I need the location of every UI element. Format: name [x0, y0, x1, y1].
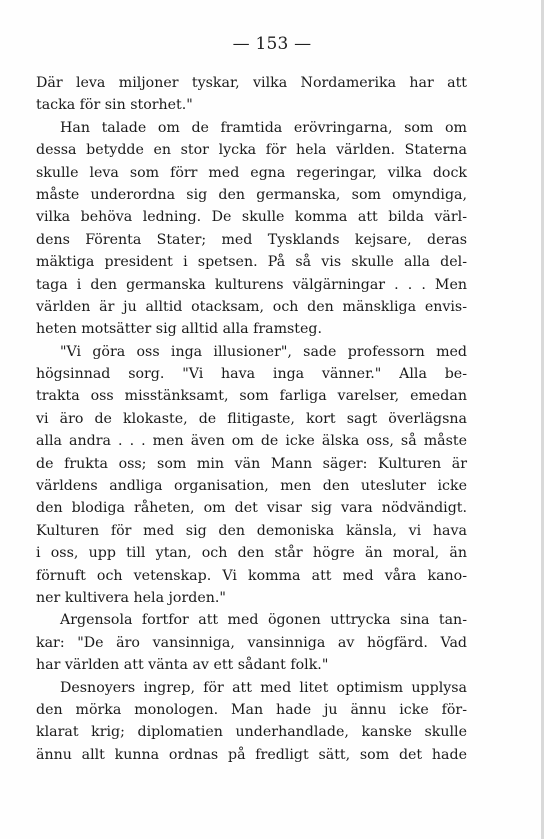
- text-line: världen är ju alltid otacksam, och den mänskliga envis-: [36, 298, 467, 315]
- body-text: [36, 72, 467, 766]
- text-line: klarat krig; diplomatien underhandlade, kanske skulle: [36, 724, 467, 741]
- text-line: har världen att vänta av ett sådant folk.": [36, 657, 329, 674]
- text-line: ännu allt kunna ordnas på fredligt sätt, som det hade: [36, 746, 467, 763]
- text-line: måste underordna sig den germanska, som omyndiga,: [36, 186, 467, 203]
- text-line: Argensola fortfor att med ögonen uttrycka sina tan-: [60, 612, 467, 629]
- text-line: de frukta oss; som min vän Mann säger: Kulturen är: [36, 455, 467, 472]
- text-line: skulle leva som förr med egna regeringar, vilka dock: [36, 164, 467, 181]
- text-line: tacka för sin storhet.": [36, 97, 193, 114]
- text-line: mäktiga president i spetsen. På så vis skulle alla del-: [36, 254, 467, 271]
- text-line: vilka behöva ledning. De skulle komma att bilda värl-: [36, 209, 467, 226]
- text-line: Kulturen för med sig den demoniska känsla, vi hava: [36, 522, 467, 539]
- text-line: dessa betydde en stor lycka för hela världen. Staterna: [36, 142, 467, 159]
- text-line: "Vi göra oss inga illusioner", sade professorn med: [60, 343, 467, 360]
- text-line: den blodiga råheten, om det visar sig vara nödvändigt.: [36, 500, 467, 517]
- text-line: i oss, upp till ytan, och den står högre än moral, än: [36, 545, 467, 562]
- text-line: trakta oss misstänksamt, som farliga varelser, emedan: [36, 388, 467, 405]
- text-line: taga i den germanska kulturens välgärningar . . . Men: [36, 276, 467, 293]
- text-line: den mörka monologen. Man hade ju ännu icke för-: [36, 701, 467, 718]
- text-line: högsinnad sorg. "Vi hava inga vänner." Alla be-: [36, 366, 467, 383]
- text-line: världens andliga organisation, men den utesluter icke: [36, 478, 467, 495]
- text-line: Han talade om de framtida erövringarna, som om: [60, 119, 467, 136]
- text-line: ner kultivera hela jorden.": [36, 589, 226, 606]
- page-number: — 153 —: [232, 34, 312, 54]
- text-line: kar: "De äro vansinniga, vansinniga av högfärd. Vad: [36, 634, 467, 651]
- text-line: Desnoyers ingrep, för att med litet optimism upplysa: [60, 679, 467, 696]
- text-line: vi äro de klokaste, de flitigaste, kort sagt överlägsna: [36, 410, 467, 427]
- text-line: heten motsätter sig alltid alla framsteg.: [36, 321, 322, 338]
- text-line: alla andra . . . men även om de icke älska oss, så måste: [36, 433, 467, 450]
- text-line: Där leva miljoner tyskar, vilka Nordamerika har att: [36, 75, 467, 91]
- text-line: förnuft och vetenskap. Vi komma att med våra kano-: [36, 567, 467, 584]
- text-line: dens Förenta Stater; med Tysklands kejsare, deras: [36, 231, 467, 248]
